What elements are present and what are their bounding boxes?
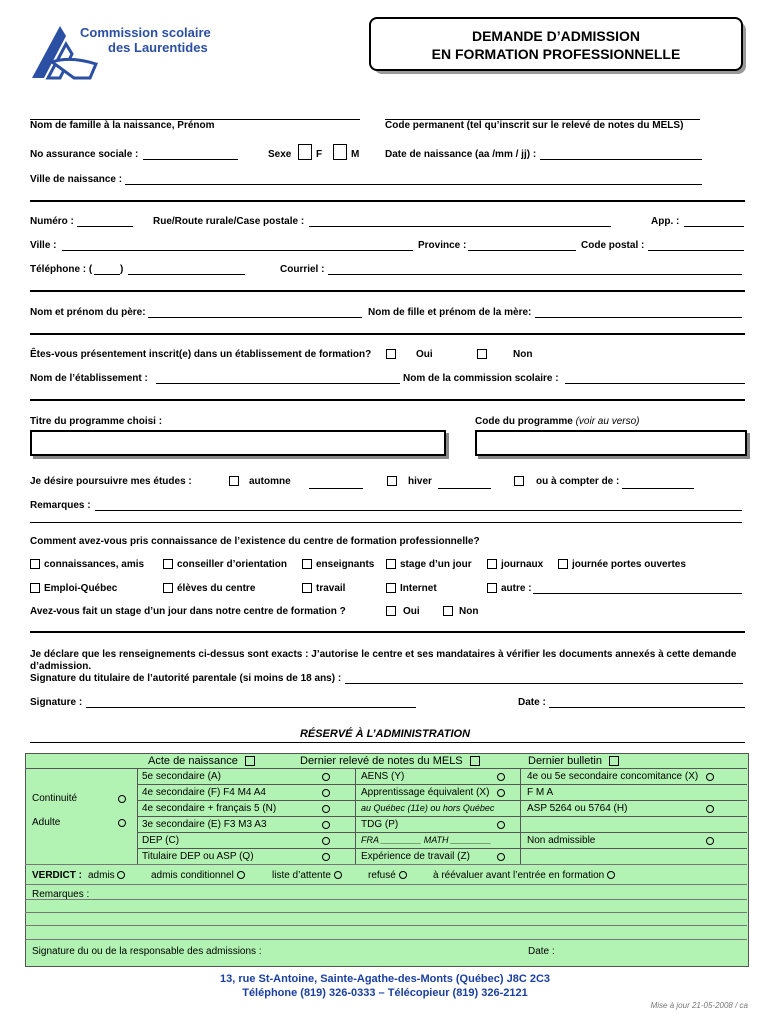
admin-title: RÉSERVÉ À L’ADMINISTRATION <box>299 728 471 740</box>
verdict-option-label: admis conditionnel <box>151 870 234 881</box>
admin-col3-item: ASP 5264 ou 5764 (H) <box>527 803 628 814</box>
birth-city-label: Ville de naissance : <box>30 174 123 185</box>
source-option[interactable] <box>487 583 532 594</box>
institution-field[interactable] <box>156 383 400 384</box>
name-label: Nom de famille à la naissance, Prénom <box>30 120 215 131</box>
admin-remarks-label: Remarques : <box>32 889 90 900</box>
source-option[interactable] <box>30 583 117 594</box>
source-option-label: stage d’un jour <box>400 559 472 570</box>
checkbox[interactable] <box>609 756 619 766</box>
source-option-label: autre : <box>501 583 532 594</box>
source-option[interactable] <box>302 583 345 594</box>
email-label: Courriel : <box>280 264 325 275</box>
admin-col1-item: Titulaire DEP ou ASP (Q) <box>142 851 254 862</box>
app-label: App. : <box>651 216 680 227</box>
stage-oui-label: Oui <box>403 606 420 617</box>
email-field[interactable] <box>328 274 742 275</box>
footer-phones: Téléphone (819) 326-0333 – Télécopieur (819) 326-2121 <box>242 987 528 999</box>
studies-label: Je désire poursuivre mes études : <box>30 476 192 487</box>
source-option-label: journaux <box>501 559 544 570</box>
admin-col1-item: 3e secondaire (E) F3 M3 A3 <box>142 819 267 830</box>
mother-label: Nom de fille et prénom de la mère: <box>368 307 532 318</box>
source-option[interactable] <box>558 559 686 570</box>
stage-oui-checkbox[interactable] <box>386 606 396 616</box>
phone-label: Téléphone : ( <box>30 264 93 275</box>
postal-code-field[interactable] <box>648 250 744 251</box>
postal-code-label: Code postal : <box>581 240 645 251</box>
admin-col2-item: Apprentissage équivalent (X) <box>361 787 490 798</box>
enrolled-non-label: Non <box>513 349 533 360</box>
enrolled-oui-checkbox[interactable] <box>386 349 396 359</box>
winter-label: hiver <box>408 476 432 487</box>
date-field[interactable] <box>549 707 745 708</box>
winter-year-field[interactable] <box>438 488 491 489</box>
admin-col2-item: AENS (Y) <box>361 771 405 782</box>
enrolled-oui-label: Oui <box>416 349 433 360</box>
divider <box>30 631 745 633</box>
admin-grid <box>137 768 747 864</box>
admin-col1-radio[interactable] <box>322 853 330 861</box>
institution-label: Nom de l’établissement : <box>30 373 148 384</box>
verdict-divider <box>25 864 747 865</box>
admin-col3-radio[interactable] <box>706 773 714 781</box>
source-option-label: enseignants <box>316 559 375 570</box>
radio[interactable] <box>607 871 615 879</box>
numero-label: Numéro : <box>30 216 74 227</box>
adulte-label: Adulte <box>32 817 61 828</box>
transcript-label: Dernier relevé de notes du MELS <box>300 755 463 767</box>
divider <box>30 399 745 401</box>
title-line1: DEMANDE D’ADMISSION <box>471 28 640 44</box>
radio[interactable] <box>237 871 245 879</box>
birth-cert-label: Acte de naissance <box>148 755 238 767</box>
footer-updated: Mise à jour 21-05-2008 / ca <box>650 1001 748 1010</box>
city-label: Ville : <box>30 240 57 251</box>
verdict-option-label: à réévaluer avant l’entrée en formation <box>433 870 605 881</box>
from-date-field[interactable] <box>622 488 694 489</box>
title-line2: EN FORMATION PROFESSIONNELLE <box>431 46 681 62</box>
continuite-radio[interactable] <box>118 795 126 803</box>
source-option-label: Emploi-Québec <box>44 583 118 594</box>
source-option[interactable] <box>487 559 543 570</box>
divider <box>30 742 745 743</box>
sexe-m-checkbox[interactable] <box>333 144 347 160</box>
checkbox[interactable] <box>163 559 173 569</box>
admin-col3-item: 4e ou 5e secondaire concomitance (X) <box>527 771 699 782</box>
admin-col2-item: au Québec (11e) ou hors Québec <box>361 803 495 813</box>
admin-remarks-line[interactable] <box>25 899 747 900</box>
declaration-text: Je déclare que les renseignements ci-dessus sont exacts : J’autorise le centre et ses mandataires à vérifier les documents annexés à cette demande d’admission. <box>30 649 737 672</box>
source-option-label: élèves du centre <box>177 583 256 594</box>
checkbox[interactable] <box>558 559 568 569</box>
autumn-year-field[interactable] <box>309 488 363 489</box>
source-option-label: conseiller d’orientation <box>177 559 288 570</box>
father-label: Nom et prénom du père: <box>30 307 146 318</box>
checkbox[interactable] <box>487 583 497 593</box>
sexe-m-label: M <box>351 149 360 160</box>
nas-field[interactable] <box>143 159 238 160</box>
admin-col2-radio[interactable] <box>497 853 505 861</box>
verdict-option-label: refusé <box>368 870 396 881</box>
checkbox[interactable] <box>487 559 497 569</box>
admin-remarks-line[interactable] <box>25 939 747 940</box>
parent-signature-label: Signature du titulaire de l’autorité parentale (si moins de 18 ans) : <box>30 673 342 684</box>
signature-field[interactable] <box>86 707 416 708</box>
admin-col3-radio[interactable] <box>706 805 714 813</box>
from-date-label: ou à compter de : <box>536 476 620 487</box>
footer-address: 13, rue St-Antoine, Sainte-Agathe-des-Monts (Québec) J8C 2C3 <box>219 973 551 985</box>
checkbox[interactable] <box>30 559 40 569</box>
program-remarks-label: Remarques : <box>30 500 91 511</box>
program-code-text: Code du programme <box>475 416 573 427</box>
admin-col1-radio[interactable] <box>322 821 330 829</box>
winter-checkbox[interactable] <box>387 476 397 486</box>
program-title-label: Titre du programme choisi : <box>30 416 163 427</box>
source-question: Comment avez-vous pris connaissance de l’existence du centre de formation professionnelle? <box>30 536 480 547</box>
stage-non-label: Non <box>459 606 479 617</box>
source-option[interactable] <box>386 559 472 570</box>
autumn-label: automne <box>249 476 291 487</box>
admin-col3-item: F M A <box>527 787 554 798</box>
checkbox[interactable] <box>386 559 396 569</box>
admin-col1-radio[interactable] <box>322 789 330 797</box>
source-option[interactable] <box>302 559 374 570</box>
signature-label: Signature : <box>30 697 83 708</box>
province-field[interactable] <box>468 250 576 251</box>
program-code-label <box>475 416 639 427</box>
checkbox[interactable] <box>302 559 312 569</box>
birth-cert-head <box>148 755 259 767</box>
admin-col2-item: Expérience de travail (Z) <box>361 851 470 862</box>
commission-field[interactable] <box>565 383 745 384</box>
admin-remarks-line[interactable] <box>25 925 747 926</box>
program-title-field[interactable] <box>30 430 446 456</box>
source-option-label: Internet <box>400 583 437 594</box>
admin-col3-item: Non admissible <box>527 835 596 846</box>
program-code-field[interactable] <box>475 430 747 456</box>
verdict-option-label: liste d’attente <box>272 870 331 881</box>
checkbox[interactable] <box>302 583 312 593</box>
street-field[interactable] <box>309 226 611 227</box>
mother-field[interactable] <box>535 317 742 318</box>
source-option[interactable] <box>30 559 144 570</box>
source-other-field[interactable] <box>533 593 742 594</box>
admin-col1-radio[interactable] <box>322 805 330 813</box>
enrolled-non-checkbox[interactable] <box>477 349 487 359</box>
admin-col1-item: 5e secondaire (A) <box>142 771 221 782</box>
commission-label: Nom de la commission scolaire : <box>403 373 559 384</box>
divider <box>30 200 745 202</box>
admin-col2-radio[interactable] <box>497 821 505 829</box>
admin-col1-item: 4e secondaire (F) F4 M4 A4 <box>142 787 266 798</box>
report-card-head <box>528 755 623 767</box>
birth-city-field[interactable] <box>125 184 702 185</box>
admin-col3-radio[interactable] <box>706 837 714 845</box>
sexe-f-label: F <box>316 149 323 160</box>
verdict-label: VERDICT : <box>32 870 82 881</box>
verdict-option[interactable] <box>151 870 245 881</box>
program-remarks-field[interactable] <box>95 510 742 511</box>
admin-remarks-line[interactable] <box>25 912 747 913</box>
transcript-head <box>300 755 484 767</box>
radio[interactable] <box>334 871 342 879</box>
father-field[interactable] <box>148 317 362 318</box>
checkbox[interactable] <box>245 756 255 766</box>
autumn-checkbox[interactable] <box>229 476 239 486</box>
checkbox[interactable] <box>30 583 40 593</box>
from-date-checkbox[interactable] <box>514 476 524 486</box>
source-option-label: journée portes ouvertes <box>572 559 686 570</box>
source-option-label: connaissances, amis <box>44 559 145 570</box>
verdict-option[interactable] <box>433 870 615 881</box>
org-name-line2: des Laurentides <box>108 40 208 55</box>
program-remarks-field-2[interactable] <box>30 522 742 523</box>
continuite-label: Continuité <box>32 793 78 804</box>
adulte-radio[interactable] <box>118 819 126 827</box>
phone-field[interactable] <box>128 274 245 275</box>
admin-col2-item: FRA ________ MATH ________ <box>361 835 492 845</box>
birth-date-field[interactable] <box>540 159 702 160</box>
admin-col1-radio[interactable] <box>322 773 330 781</box>
sexe-label: Sexe <box>268 149 292 160</box>
checkbox[interactable] <box>163 583 173 593</box>
source-option[interactable] <box>163 583 255 594</box>
divider <box>30 290 745 292</box>
phone-area-field[interactable] <box>94 274 120 275</box>
permanent-code-label: Code permanent (tel qu’inscrit sur le relevé de notes du MELS) <box>385 120 684 131</box>
numero-field[interactable] <box>77 226 133 227</box>
verdict-option[interactable] <box>272 870 342 881</box>
enrolled-question: Êtes-vous présentement inscrit(e) dans un établissement de formation? <box>30 349 372 360</box>
city-field[interactable] <box>62 250 413 251</box>
sexe-f-checkbox[interactable] <box>298 144 312 160</box>
date-label: Date : <box>518 697 546 708</box>
title-box <box>369 17 743 71</box>
verdict-option-label: admis <box>88 870 115 881</box>
source-option-label: travail <box>316 583 346 594</box>
province-label: Province : <box>418 240 467 251</box>
parent-signature-field[interactable] <box>345 683 743 684</box>
admin-col2-item: TDG (P) <box>361 819 399 830</box>
phone-paren: ) <box>120 264 124 275</box>
org-name-line1: Commission scolaire <box>80 25 211 40</box>
report-card-label: Dernier bulletin <box>528 755 602 767</box>
program-code-hint: (voir au verso) <box>575 416 640 427</box>
admin-col1-item: 4e secondaire + français 5 (N) <box>142 803 277 814</box>
admin-signature-label: Signature du ou de la responsable des admissions : <box>32 946 262 957</box>
nas-label: No assurance sociale : <box>30 149 139 160</box>
divider <box>30 333 745 335</box>
checkbox[interactable] <box>386 583 396 593</box>
verdict-option[interactable] <box>88 870 125 881</box>
verdict-option[interactable] <box>368 870 407 881</box>
radio[interactable] <box>117 871 125 879</box>
birth-date-label: Date de naissance (aa /mm / jj) : <box>385 149 537 160</box>
app-field[interactable] <box>684 226 744 227</box>
admin-col2-radio[interactable] <box>497 773 505 781</box>
street-label: Rue/Route rurale/Case postale : <box>153 216 305 227</box>
stage-non-checkbox[interactable] <box>443 606 453 616</box>
admin-col1-item: DEP (C) <box>142 835 180 846</box>
source-option[interactable] <box>163 559 287 570</box>
remarks-divider <box>25 884 747 885</box>
admin-col2-radio[interactable] <box>497 789 505 797</box>
stage-question: Avez-vous fait un stage d’un jour dans notre centre de formation ? <box>30 606 346 617</box>
radio[interactable] <box>399 871 407 879</box>
admin-date-label: Date : <box>528 946 555 957</box>
admin-col1-radio[interactable] <box>322 837 330 845</box>
source-option[interactable] <box>386 583 437 594</box>
checkbox[interactable] <box>470 756 480 766</box>
